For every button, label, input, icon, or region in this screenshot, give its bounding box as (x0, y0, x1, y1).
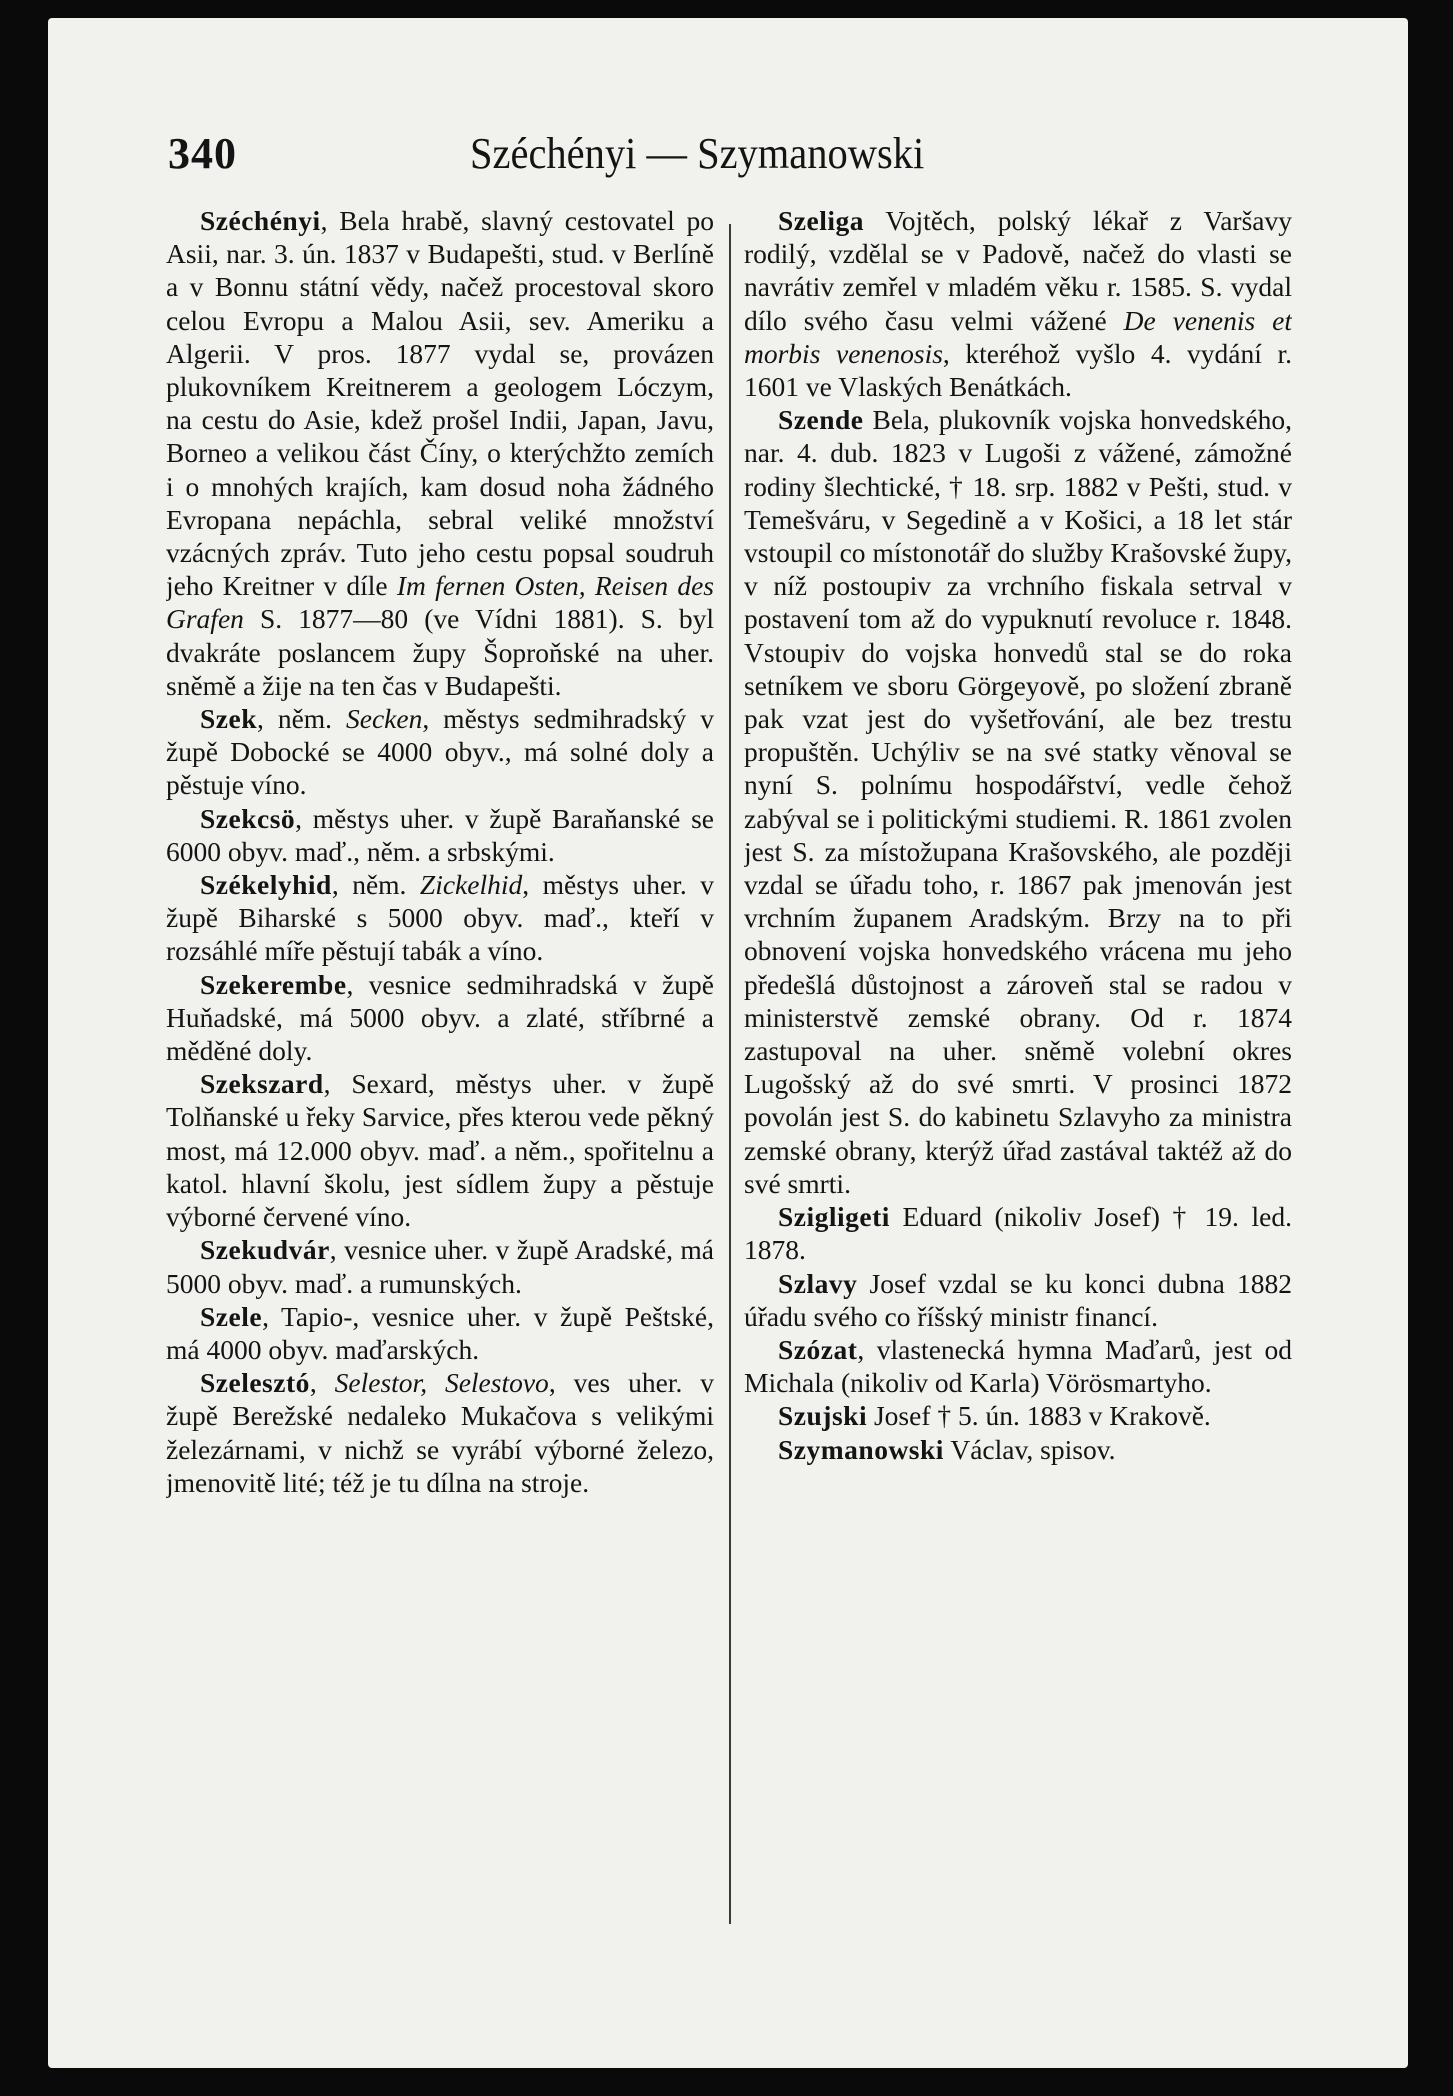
entry-szele (166, 1300, 714, 1366)
entry-text: , něm. (257, 703, 347, 735)
entry-szelesztó (166, 1366, 714, 1499)
entry-szigligeti (744, 1200, 1292, 1266)
running-head: Széchényi — Szymanowski (470, 129, 925, 178)
entry-szekudvar (166, 1233, 714, 1299)
headword: Szeliga (778, 205, 864, 236)
entry-text: , Bela hrabě, slavný cestovatel po Asii, nar. 3. ún. 1837 v Budapešti, stud. v Berlíně a v Bonnu státní vědy, načež procestoval skoro celou Evropu a Malou Asii, sev. Ameriku a Algerii. V pros. 1877 vydal se, provázen plukovníkem Kreitnerem a geologem Lóczym, na cestu do Asie, kdež prošel Indii, Japan, Javu, Borneo a velikou část Číny, o kterýchžto zemích i o mnohých krajích, kam dosud noha žádného Evropana nepáchla, sebral veliké množství vzácných zpráv. Tuto jeho cestu popsal soudruh jeho Kreitner v díle (166, 205, 714, 602)
entry-italic: Secken (346, 703, 423, 735)
entry-szechenyi (166, 204, 714, 702)
entry-text: , ves uher. v župě Berežské nedaleko Mukačova s velikými železárnami, v nichž se vyrábí výborné železo, jmenovitě lité; též je tu dílna na stroje. (166, 1367, 714, 1498)
entry-text: , kteréhož vyšlo 4. vydání r. 1601 ve Vlaských Benátkách. (744, 337, 1292, 403)
entry-text: , vlastenecká hymna Maďarů, jest od Michala (nikoliv od Karla) Vörösmartyho. (744, 1333, 1292, 1399)
headword: Szekszard (200, 1068, 324, 1100)
entry-text: Eduard (nikoliv Josef) † 19. led. 1878. (744, 1201, 1292, 1266)
entry-szekelyhid (166, 868, 714, 968)
entry-szekszard (166, 1067, 714, 1233)
page-header (120, 124, 1300, 184)
entry-szymanowski (744, 1433, 1292, 1466)
entry-szek (166, 702, 714, 802)
headword: Szekudvár (200, 1234, 330, 1266)
entry-text: Bela, plukovník vojska honvedského, nar. 4. dub. 1823 v Lugoši z vážené, zámožné rodiny šlechtické, † 18. srp. 1882 v Pešti, stud. v Temešváru, v Segedině a v Košici, a 18 let stár vstoupil co místonotář do služby Krašovské župy, v níž postoupiv za vrchního fiskala setrval v postavení tom až do vypuknutí revoluce r. 1848. Vstoupiv do vojska honvedů stal se do roka setníkem ve sboru Görgeyově, po složení zbraně pak vzat jest do vyšetřování, ale bez trestu propuštěn. Uchýliv se na své statky věnoval se nyní S. polnímu hospodářství, vedle čehož zabýval se i politickými studiemi. R. 1861 zvolen jest S. za místožupana Krašovského, ale později vzdal se úřadu toho, r. 1867 pak jmenován jest vrchním županem Aradským. Brzy na to při obnovení vojska honvedského vrácena mu jeho předešlá důstojnost a zároveň stal se radou v ministerstvě zemské obrany. Od r. 1874 zastupoval na uher. sněmě volební okres Lugošský až do své smrti. V prosinci 1872 povolán jest S. do kabinetu Szlavyho za ministra zemské obrany, kterýž úřad zastával taktéž až do své smrti. (744, 404, 1292, 1199)
entry-text: , městys uher. v župě Biharské s 5000 obyv. maď., kteří v rozsáhlé míře pěstují tabák a víno. (166, 869, 714, 967)
headword: Szlavy (778, 1267, 858, 1299)
entry-text: , městys sedmihradský v župě Dobocké se 4000 obyv., má solné doly a pěstuje víno. (166, 703, 714, 801)
page-number: 340 (168, 129, 237, 178)
entry-text: , vesnice uher. v župě Aradské, má 5000 obyv. maď. a rumunských. (166, 1234, 714, 1299)
entry-text: , Sexard, městys uher. v župě Tolňanské u řeky Sarvice, přes kterou vede pěkný most, má 12.000 obyv. maď. a něm., spořitelnu a katol. hlavní školu, jest sídlem župy a pěstuje výborné červené víno. (166, 1068, 714, 1233)
headword: Szelesztó (200, 1367, 310, 1399)
headword: Székelyhid (200, 869, 332, 901)
headword: Szekerembe (200, 968, 347, 1000)
entry-szozat (744, 1333, 1292, 1399)
entry-italic: Im fernen Osten, Reisen des Grafen (166, 570, 714, 635)
entry-szlavy (744, 1267, 1292, 1333)
entry-szekerembe (166, 968, 714, 1068)
entry-text: Josef vzdal se ku konci dubna 1882 úřadu svého co říšský ministr financí. (744, 1267, 1292, 1332)
left-column (166, 204, 714, 1944)
entry-text: Josef † 5. ún. 1883 v Krakově. (867, 1400, 1211, 1432)
headword: Szende (778, 404, 864, 436)
headword: Szymanowski (778, 1433, 944, 1465)
entry-text: , (309, 1367, 335, 1399)
headword: Széchényi (200, 205, 321, 236)
entry-szekcso (166, 802, 714, 868)
entry-szende (744, 403, 1292, 1200)
entry-text: S. 1877—80 (ve Vídni 1881). S. byl dvakráte poslancem župy Šoproňské na uher. sněmě a žije na ten čas v Budapešti. (166, 603, 714, 701)
headword: Szele (200, 1300, 263, 1332)
entry-text: , vesnice sedmihradská v župě Huňadské, má 5000 obyv. a zlaté, stříbrné a měděné doly. (166, 968, 714, 1067)
entry-text: , Tapio-, vesnice uher. v župě Peštské, má 4000 obyv. maďarských. (166, 1300, 714, 1365)
entry-text: Vojtěch, polský lékař z Varšavy rodilý, vzdělal se v Padově, načež do vlasti se navrátiv zemřel v mladém věku r. 1585. S. vydal dílo svého času velmi vážené (744, 205, 1292, 336)
entry-italic: Selestor, Selestovo (334, 1367, 549, 1399)
entry-italic: De venenis et morbis venenosis (744, 304, 1292, 369)
entry-szujski (744, 1399, 1292, 1432)
entry-szeliga (744, 204, 1292, 403)
headword: Szujski (778, 1400, 868, 1432)
headword: Szekcsö (200, 802, 296, 834)
entry-text: , něm. (331, 869, 420, 901)
headword: Szek (200, 703, 257, 735)
headword: Szózat (778, 1333, 858, 1365)
headword: Szigligeti (778, 1201, 890, 1233)
column-divider (729, 224, 731, 1924)
entry-text: , městys uher. v župě Baraňanské se 6000 obyv. maď., něm. a srbskými. (166, 802, 714, 867)
entry-text: Václav, spisov. (943, 1433, 1116, 1465)
entry-italic: Zickelhid (419, 869, 523, 901)
right-column (744, 204, 1292, 1944)
